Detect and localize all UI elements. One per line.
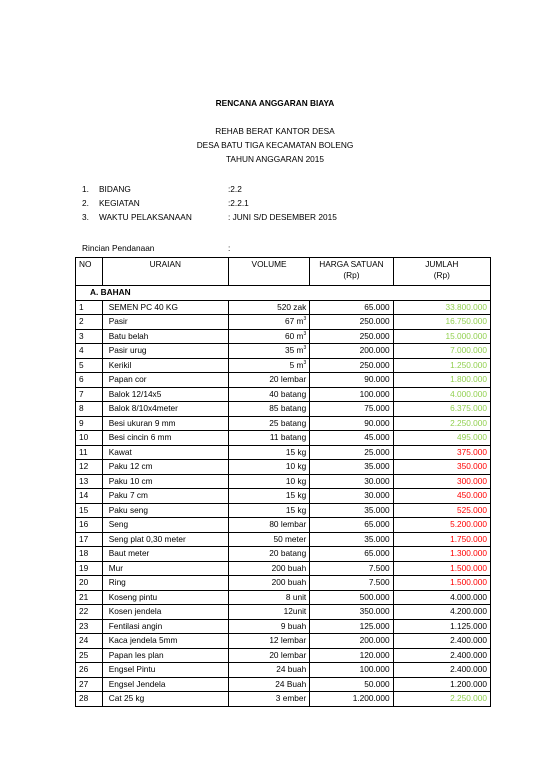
info-label: KEGIATAN xyxy=(99,198,140,208)
cell-harga: 30.000 xyxy=(310,489,393,504)
cell-volume: 10 kg xyxy=(228,474,309,489)
cell-volume: 24 buah xyxy=(228,663,309,678)
cell-jumlah: 33.800.000 xyxy=(393,300,490,315)
info-number: 1. xyxy=(82,184,89,194)
cubic-superscript: 3 xyxy=(303,316,307,323)
cell-volume: 8 unit xyxy=(228,590,309,605)
cell-uraian: Paku 12 cm xyxy=(102,460,228,475)
cell-volume: 25 batang xyxy=(228,416,309,431)
cell-no: 21 xyxy=(76,590,103,605)
cell-uraian: Besi ukuran 9 mm xyxy=(102,416,228,431)
header-jumlah: JUMLAH (Rp) xyxy=(393,258,490,286)
cell-uraian: Ring xyxy=(102,576,228,591)
cell-volume: 20 lembar xyxy=(228,648,309,663)
table-row xyxy=(76,329,491,344)
table-row xyxy=(76,358,491,373)
cell-volume: 200 buah xyxy=(228,561,309,576)
cell-volume: 9 buah xyxy=(228,619,309,634)
table-row xyxy=(76,344,491,359)
cell-uraian: Batu belah xyxy=(102,329,228,344)
table-row xyxy=(76,590,491,605)
info-value: : JUNI S/D DESEMBER 2015 xyxy=(228,212,337,222)
table-row xyxy=(76,503,491,518)
cell-jumlah: 495.000 xyxy=(393,431,490,446)
cell-jumlah: 1.750.000 xyxy=(393,532,490,547)
cell-no: 22 xyxy=(76,605,103,620)
budget-year: TAHUN ANGGARAN 2015 xyxy=(225,154,325,164)
table-row xyxy=(76,677,491,692)
cell-volume: 50 meter xyxy=(228,532,309,547)
cell-uraian: Seng plat 0,30 meter xyxy=(102,532,228,547)
cell-no: 17 xyxy=(76,532,103,547)
cell-harga: 200.000 xyxy=(310,344,393,359)
header-no: NO xyxy=(76,258,103,286)
info-waktu xyxy=(82,212,337,222)
cell-jumlah: 16.750.000 xyxy=(393,315,490,330)
cell-jumlah: 2.400.000 xyxy=(393,648,490,663)
cell-uraian: SEMEN PC 40 KG xyxy=(102,300,228,315)
cell-volume: 67 $m^3$ xyxy=(228,315,309,330)
cell-harga: 100.000 xyxy=(310,387,393,402)
table-row xyxy=(76,518,491,533)
cell-harga: 75.000 xyxy=(310,402,393,417)
cell-jumlah: 350.000 xyxy=(393,460,490,475)
cell-no: 25 xyxy=(76,648,103,663)
table-row xyxy=(76,605,491,620)
cell-no: 7 xyxy=(76,387,103,402)
table-row xyxy=(76,460,491,475)
cell-uraian: Kawat xyxy=(102,445,228,460)
info-kegiatan xyxy=(82,198,249,208)
cell-jumlah: 4.000.000 xyxy=(393,590,490,605)
cell-volume: 80 lembar xyxy=(228,518,309,533)
table-row xyxy=(76,576,491,591)
info-value: :2.2.1 xyxy=(228,198,249,208)
cell-volume: 11 batang xyxy=(228,431,309,446)
cell-harga: 125.000 xyxy=(310,619,393,634)
table-row xyxy=(76,373,491,388)
cell-harga: 90.000 xyxy=(310,373,393,388)
cell-jumlah: 4.000.000 xyxy=(393,387,490,402)
cell-harga: 35.000 xyxy=(310,503,393,518)
cell-jumlah: 1.125.000 xyxy=(393,619,490,634)
cell-harga: 1.200.000 xyxy=(310,692,393,707)
table-row xyxy=(76,431,491,446)
cell-harga: 350.000 xyxy=(310,605,393,620)
cell-no: 8 xyxy=(76,402,103,417)
info-label: BIDANG xyxy=(99,184,131,194)
budget-table xyxy=(75,257,491,707)
cell-uraian: Fentilasi angin xyxy=(102,619,228,634)
cell-uraian: Kerikil xyxy=(102,358,228,373)
table-row xyxy=(76,402,491,417)
cell-jumlah: 300.000 xyxy=(393,474,490,489)
section-row xyxy=(76,286,491,301)
cubic-superscript: 3 xyxy=(303,345,307,352)
cell-jumlah: 2.400.000 xyxy=(393,663,490,678)
cell-uraian: Koseng pintu xyxy=(102,590,228,605)
cell-no: 16 xyxy=(76,518,103,533)
cell-jumlah: 2.250.000 xyxy=(393,692,490,707)
cell-volume: 10 kg xyxy=(228,460,309,475)
cell-uraian: Papan les plan xyxy=(102,648,228,663)
cell-volume: 15 kg xyxy=(228,445,309,460)
table-row xyxy=(76,300,491,315)
cell-no: 2 xyxy=(76,315,103,330)
document-title: RENCANA ANGGARAN BIAYA xyxy=(215,98,335,108)
cell-jumlah: 2.250.000 xyxy=(393,416,490,431)
cell-no: 15 xyxy=(76,503,103,518)
cubic-superscript: 3 xyxy=(303,330,307,337)
cell-no: 6 xyxy=(76,373,103,388)
cell-volume: 24 Buah xyxy=(228,677,309,692)
cell-harga: 7.500 xyxy=(310,576,393,591)
cell-harga: 120.000 xyxy=(310,648,393,663)
cell-jumlah: 375.000 xyxy=(393,445,490,460)
cell-harga: 250.000 xyxy=(310,315,393,330)
rincian-label: Rincian Pendanaan xyxy=(82,243,155,253)
cell-volume: 40 batang xyxy=(228,387,309,402)
cell-volume: 15 kg xyxy=(228,489,309,504)
table-header-row xyxy=(76,258,491,286)
info-bidang xyxy=(82,184,242,194)
cell-jumlah: 1.500.000 xyxy=(393,561,490,576)
cell-volume: 520 zak xyxy=(228,300,309,315)
cubic-superscript: 3 xyxy=(303,359,307,366)
cell-uraian: Kaca jendela 5mm xyxy=(102,634,228,649)
table-row xyxy=(76,489,491,504)
cell-volume: 20 lembar xyxy=(228,373,309,388)
info-number: 2. xyxy=(82,198,89,208)
section-label: A. BAHAN xyxy=(76,286,491,301)
cell-volume: 12 lembar xyxy=(228,634,309,649)
cell-jumlah: 1.200.000 xyxy=(393,677,490,692)
cell-no: 10 xyxy=(76,431,103,446)
cell-uraian: Pasir urug xyxy=(102,344,228,359)
table-row xyxy=(76,474,491,489)
cell-harga: 7.500 xyxy=(310,561,393,576)
cell-volume: 3 ember xyxy=(228,692,309,707)
table-row xyxy=(76,532,491,547)
cell-harga: 250.000 xyxy=(310,358,393,373)
cell-uraian: Paku 10 cm xyxy=(102,474,228,489)
cell-no: 3 xyxy=(76,329,103,344)
cell-no: 12 xyxy=(76,460,103,475)
cell-volume: 12unit xyxy=(228,605,309,620)
cell-uraian: Papan cor xyxy=(102,373,228,388)
header-uraian: URAIAN xyxy=(102,258,228,286)
cell-uraian: Engsel Pintu xyxy=(102,663,228,678)
table-row xyxy=(76,663,491,678)
table-row xyxy=(76,547,491,562)
cell-jumlah: 7.000.000 xyxy=(393,344,490,359)
cell-volume: 20 batang xyxy=(228,547,309,562)
cell-uraian: Kosen jendela xyxy=(102,605,228,620)
cell-uraian: Paku 7 cm xyxy=(102,489,228,504)
cell-harga: 65.000 xyxy=(310,518,393,533)
table-row xyxy=(76,315,491,330)
cell-volume: 15 kg xyxy=(228,503,309,518)
cell-jumlah: 1.800.000 xyxy=(393,373,490,388)
cell-no: 19 xyxy=(76,561,103,576)
cell-no: 23 xyxy=(76,619,103,634)
info-label: WAKTU PELAKSANAAN xyxy=(99,212,192,222)
village-name: DESA BATU TIGA KECAMATAN BOLENG xyxy=(196,140,354,150)
cell-uraian: Pasir xyxy=(102,315,228,330)
cell-harga: 90.000 xyxy=(310,416,393,431)
cell-no: 28 xyxy=(76,692,103,707)
table-row xyxy=(76,561,491,576)
table-row xyxy=(76,619,491,634)
cell-harga: 30.000 xyxy=(310,474,393,489)
cell-no: 4 xyxy=(76,344,103,359)
cell-jumlah: 15.000.000 xyxy=(393,329,490,344)
cell-uraian: Balok 12/14x5 xyxy=(102,387,228,402)
cell-jumlah: 450.000 xyxy=(393,489,490,504)
cell-no: 20 xyxy=(76,576,103,591)
cell-no: 11 xyxy=(76,445,103,460)
cell-no: 18 xyxy=(76,547,103,562)
cell-uraian: Balok 8/10x4meter xyxy=(102,402,228,417)
cell-uraian: Baut meter xyxy=(102,547,228,562)
cell-no: 24 xyxy=(76,634,103,649)
cell-harga: 200.000 xyxy=(310,634,393,649)
cell-jumlah: 525.000 xyxy=(393,503,490,518)
header-volume: VOLUME xyxy=(228,258,309,286)
cell-jumlah: 1.500.000 xyxy=(393,576,490,591)
cell-uraian: Besi cincin 6 mm xyxy=(102,431,228,446)
cell-volume: 5 $m^3$ xyxy=(228,358,309,373)
cell-harga: 35.000 xyxy=(310,532,393,547)
table-row xyxy=(76,416,491,431)
info-number: 3. xyxy=(82,212,89,222)
cell-jumlah: 2.400.000 xyxy=(393,634,490,649)
cell-uraian: Mur xyxy=(102,561,228,576)
cell-no: 13 xyxy=(76,474,103,489)
cell-jumlah: 6.375.000 xyxy=(393,402,490,417)
rincian-pendanaan xyxy=(82,243,230,253)
cell-no: 9 xyxy=(76,416,103,431)
cell-uraian: Seng xyxy=(102,518,228,533)
cell-harga: 65.000 xyxy=(310,547,393,562)
table-row xyxy=(76,692,491,707)
table-row xyxy=(76,634,491,649)
cell-volume: 60 $m^3$ xyxy=(228,329,309,344)
header-harga: HARGA SATUAN (Rp) xyxy=(310,258,393,286)
cell-no: 1 xyxy=(76,300,103,315)
table-row xyxy=(76,387,491,402)
cell-harga: 65.000 xyxy=(310,300,393,315)
cell-volume: 35 $m^3$ xyxy=(228,344,309,359)
table-row xyxy=(76,648,491,663)
cell-harga: 250.000 xyxy=(310,329,393,344)
info-value: :2.2 xyxy=(228,184,242,194)
rincian-separator: : xyxy=(228,243,231,253)
cell-harga: 45.000 xyxy=(310,431,393,446)
cell-uraian: Cat 25 kg xyxy=(102,692,228,707)
cell-uraian: Engsel Jendela xyxy=(102,677,228,692)
project-name: REHAB BERAT KANTOR DESA xyxy=(215,126,335,136)
cell-uraian: Paku seng xyxy=(102,503,228,518)
cell-jumlah: 5.200.000 xyxy=(393,518,490,533)
cell-jumlah: 1.250.000 xyxy=(393,358,490,373)
cell-volume: 200 buah xyxy=(228,576,309,591)
cell-harga: 50.000 xyxy=(310,677,393,692)
cell-no: 14 xyxy=(76,489,103,504)
cell-harga: 35.000 xyxy=(310,460,393,475)
cell-jumlah: 4.200.000 xyxy=(393,605,490,620)
cell-harga: 500.000 xyxy=(310,590,393,605)
cell-no: 5 xyxy=(76,358,103,373)
cell-harga: 100.000 xyxy=(310,663,393,678)
cell-harga: 25.000 xyxy=(310,445,393,460)
cell-no: 26 xyxy=(76,663,103,678)
cell-jumlah: 1.300.000 xyxy=(393,547,490,562)
cell-no: 27 xyxy=(76,677,103,692)
table-row xyxy=(76,445,491,460)
cell-volume: 85 batang xyxy=(228,402,309,417)
